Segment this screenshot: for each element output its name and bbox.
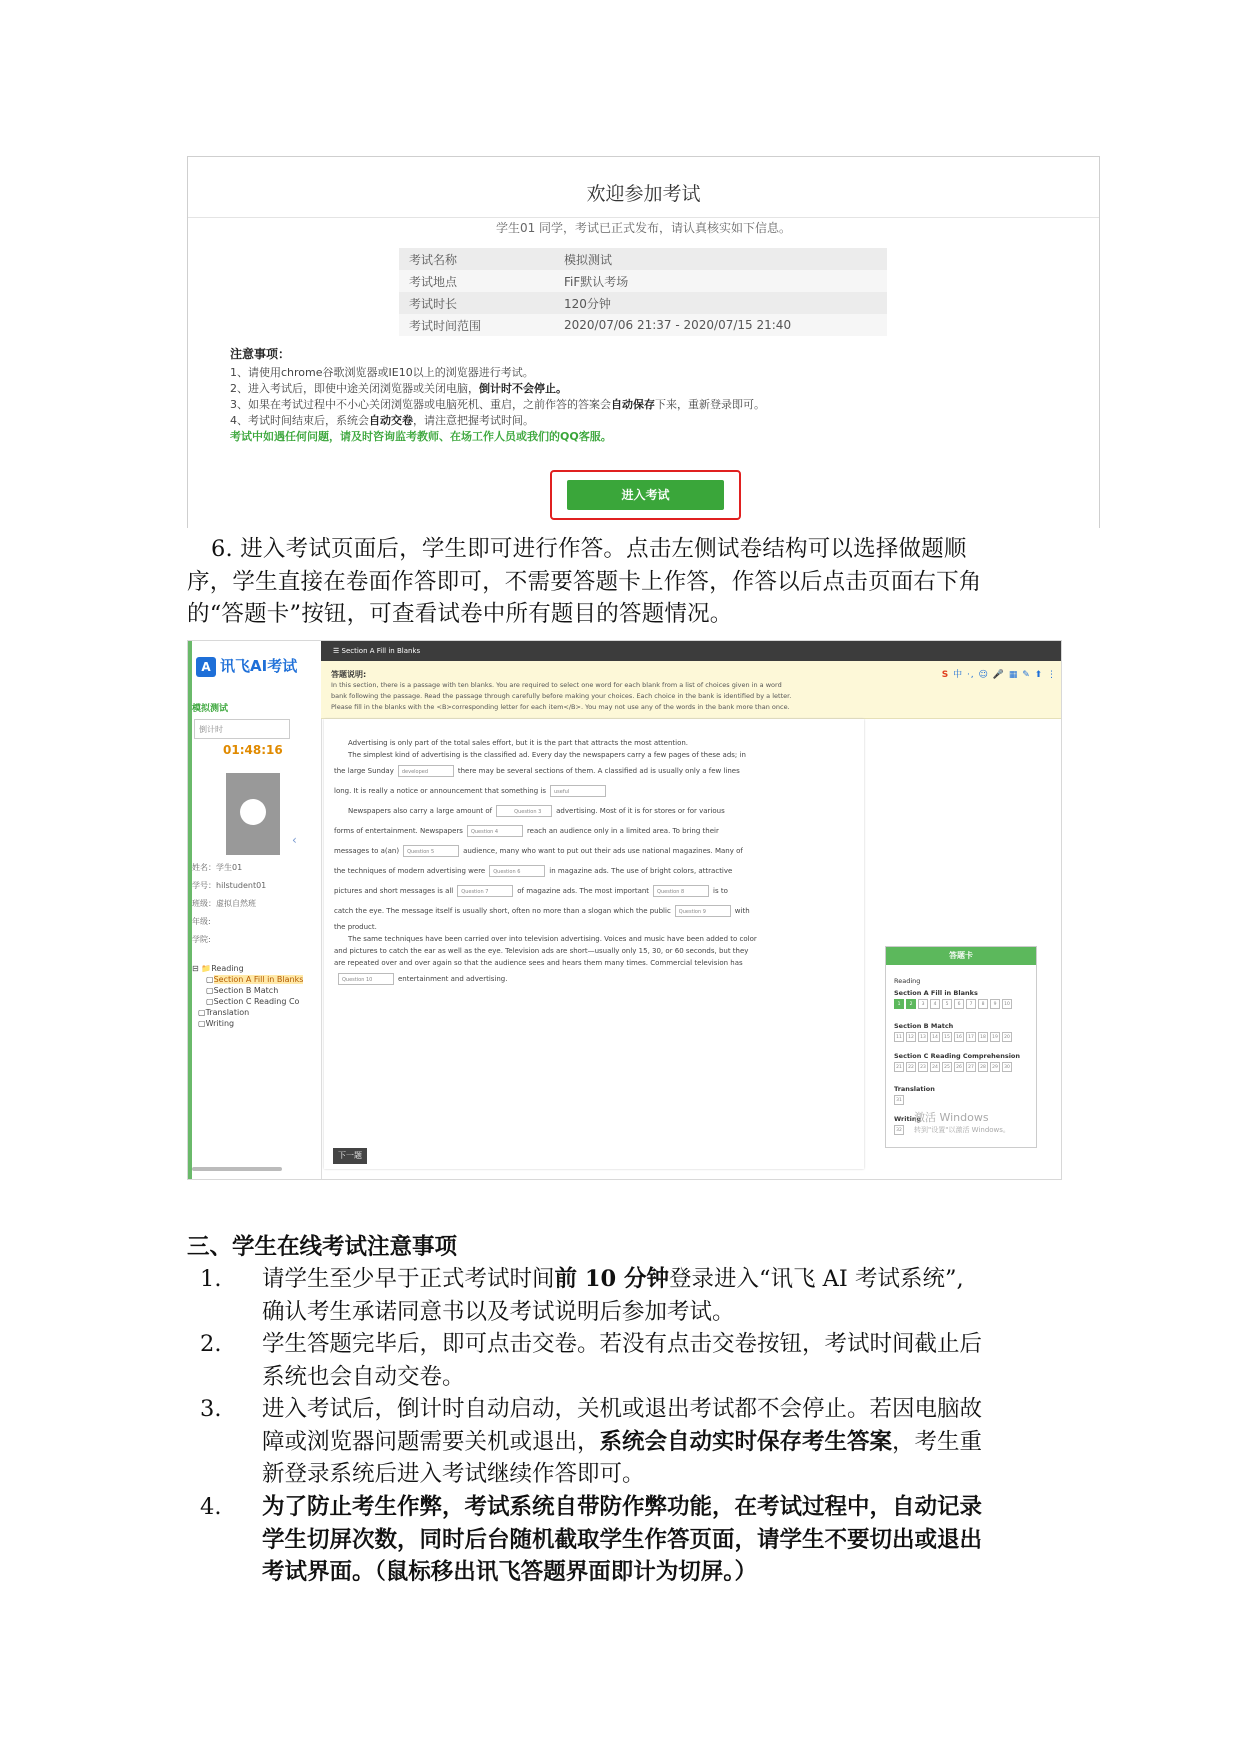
- notice-text: 3、如果在考试过程中不小心关闭浏览器或电脑死机、重启，之前作答的答案会: [230, 398, 611, 411]
- question-number[interactable]: 18: [978, 1032, 988, 1042]
- tree-item-section-a[interactable]: ▢Section A Fill in Blanks: [206, 975, 304, 984]
- info-value: 120分钟: [564, 296, 611, 311]
- question-number[interactable]: 22: [906, 1062, 916, 1072]
- exam-paper: [324, 719, 864, 1169]
- watermark-line: 激活 Windows: [914, 1111, 989, 1124]
- table-row: [399, 292, 887, 314]
- divider: [188, 217, 1099, 218]
- passage-line: are repeated over and over again so that the audience sees and hears them many times. Commercial television has: [334, 959, 743, 967]
- passage-line: [334, 861, 854, 881]
- passage-line: [334, 841, 854, 861]
- item-number: 2.: [200, 1331, 222, 1357]
- item-number: 1.: [200, 1266, 222, 1292]
- notice-list: [230, 365, 765, 445]
- passage-line: [334, 801, 854, 821]
- card-section: Translation: [894, 1085, 935, 1093]
- text: 进入考试后，倒计时自动启动，关机或退出考试都不会停止。若因电脑故: [262, 1396, 983, 1422]
- student-grade: 年级:: [192, 917, 211, 926]
- passage-line: [334, 781, 854, 801]
- countdown-timer: [194, 719, 290, 757]
- question-number[interactable]: 19: [990, 1032, 1000, 1042]
- para-line: 序，学生直接在卷面作答即可，不需要答题卡上作答，作答以后点击页面右下角: [187, 568, 982, 595]
- notice-text: 4、考试时间结束后，系统会: [230, 414, 369, 427]
- question-number[interactable]: 16: [954, 1032, 964, 1042]
- paper-structure-tree: [192, 963, 303, 1029]
- passage-line: The simplest kind of advertising is the classified ad. Every day the newspapers carry a few pages of these ads; in: [348, 751, 746, 759]
- bold-text: 学生切屏次数，同时后台随机截取学生作答页面，请学生不要切出或退出: [262, 1526, 983, 1553]
- blank-input[interactable]: Question 3: [496, 805, 552, 817]
- question-number[interactable]: 20: [1002, 1032, 1012, 1042]
- question-number[interactable]: 6: [954, 999, 964, 1009]
- blank-input[interactable]: useful: [550, 785, 606, 797]
- sidebar: [188, 641, 322, 1179]
- tree-label: Section A Fill in Blanks: [213, 975, 304, 984]
- passage-text: audience, many who want to put out their ads use national magazines. Many of: [463, 847, 743, 855]
- passage-text: there may be several sections of them. A classified ad is usually only a few lines: [457, 767, 740, 775]
- card-section: Section B Match: [894, 1022, 954, 1030]
- passage-line: [334, 969, 854, 989]
- table-row: [399, 270, 887, 292]
- notice-text: 下来，重新登录即可。: [655, 398, 765, 411]
- question-number[interactable]: 24: [930, 1062, 940, 1072]
- notice-bold: 自动保存: [611, 398, 655, 411]
- student-college: 学院:: [192, 935, 211, 944]
- blank-input[interactable]: Question 5: [403, 845, 459, 857]
- ime-toolbar[interactable]: [942, 667, 1057, 680]
- passage-text: reach an audience only in a limited area. To bring their: [526, 827, 719, 835]
- item-text: [262, 1491, 1060, 1589]
- question-number[interactable]: 9: [990, 999, 1000, 1009]
- passage-text: pictures and short messages is all: [334, 887, 454, 895]
- question-number[interactable]: 11: [894, 1032, 904, 1042]
- blank-input[interactable]: Question 4: [467, 825, 523, 837]
- notice-bold: 倒计时不会停止。: [479, 382, 567, 395]
- highlight-frame: [550, 470, 741, 520]
- passage-line: [334, 881, 854, 901]
- info-value: FiF默认考场: [564, 274, 629, 289]
- passage-text: entertainment and advertising.: [398, 975, 508, 983]
- question-number[interactable]: 15: [942, 1032, 952, 1042]
- question-number[interactable]: 21: [894, 1062, 904, 1072]
- question-number[interactable]: 32: [894, 1125, 904, 1135]
- blank-input[interactable]: Question 7: [457, 885, 513, 897]
- question-number[interactable]: 27: [966, 1062, 976, 1072]
- card-row: [894, 1125, 906, 1135]
- tree-label: Section C Reading Co: [213, 997, 300, 1006]
- topbar-title: Section A Fill in Blanks: [341, 647, 421, 655]
- section-heading: 三、学生在线考试注意事项: [187, 1234, 458, 1260]
- notice-4: [230, 413, 765, 429]
- horizontal-scrollbar[interactable]: [192, 1167, 282, 1171]
- tree-item-section-b[interactable]: ▢Section B Match: [206, 986, 279, 995]
- bold-text: 为了防止考生作弊，考试系统自带防作弊功能，在考试过程中，自动记录: [262, 1494, 983, 1520]
- text: 请学生至少早于正式考试时间: [262, 1266, 555, 1292]
- passage-text: is to: [713, 887, 728, 895]
- info-value: 2020/07/06 21:37 - 2020/07/15 21:40: [564, 318, 792, 332]
- passage-text: the techniques of modern advertising were: [334, 867, 486, 875]
- toolbar-icons: 中 ·, ☺ 🎤 ▦ ✎ ⬆ ⋮: [953, 670, 1057, 680]
- passage-text: the large Sunday: [334, 767, 394, 775]
- bold-text: 前 10 分钟: [554, 1266, 669, 1292]
- collapse-chevron-icon[interactable]: ‹: [292, 833, 297, 847]
- passage-text: forms of entertainment. Newspapers: [334, 827, 463, 835]
- passage-text: in magazine ads. The use of bright colors, attractive: [549, 867, 733, 875]
- exam-name: 模拟测试: [192, 704, 229, 714]
- question-number[interactable]: 1: [894, 999, 904, 1009]
- info-key: 考试名称: [409, 252, 458, 267]
- sogou-icon: S: [941, 670, 950, 680]
- question-number[interactable]: 28: [978, 1062, 988, 1072]
- question-number[interactable]: 5: [942, 999, 952, 1009]
- card-row: [894, 1032, 1014, 1042]
- text: 登录进入“讯飞 AI 考试系统”,: [669, 1266, 964, 1292]
- card-row: [894, 1062, 1014, 1072]
- table-row: [399, 314, 887, 336]
- blank-input[interactable]: developed: [398, 765, 454, 777]
- text: 确认考生承诺同意书以及考试说明后参加考试。: [262, 1298, 735, 1325]
- text: 障或浏览器问题需要关机或退出，: [262, 1428, 600, 1455]
- passage-text: Newspapers also carry a large amount of: [348, 807, 493, 815]
- question-number[interactable]: 30: [1002, 1062, 1012, 1072]
- notice-green: 考试中如遇任何问题，请及时咨询监考教师、在场工作人员或我们的QQ客服。: [230, 430, 612, 443]
- passage-text: advertising. Most of it is for stores or for various: [556, 807, 725, 815]
- info-key: 考试地点: [409, 274, 458, 289]
- list-item: [200, 1393, 1060, 1491]
- question-number[interactable]: 7: [966, 999, 976, 1009]
- item-number: 4.: [200, 1494, 222, 1520]
- table-row: [399, 248, 887, 270]
- passage-text: of magazine ads. The most important: [517, 887, 650, 895]
- student-info: [192, 859, 266, 949]
- text: 系统也会自动交卷。: [262, 1363, 465, 1390]
- tree-label: Section B Match: [213, 986, 279, 995]
- question-number[interactable]: 12: [906, 1032, 916, 1042]
- passage-text: messages to a(an): [334, 847, 400, 855]
- tree-item-reading[interactable]: ⊟ 📁Reading: [192, 964, 244, 973]
- card-row: [894, 999, 1014, 1009]
- blank-input[interactable]: Question 8: [653, 885, 709, 897]
- passage-text: long. It is really a notice or announcement that something is: [334, 787, 546, 795]
- blank-input[interactable]: Question 6: [489, 865, 545, 877]
- instructions-title: 答题说明:: [331, 670, 367, 679]
- enter-exam-button[interactable]: 进入考试: [567, 480, 724, 510]
- question-number[interactable]: 14: [930, 1032, 940, 1042]
- watermark-line: 转到"设置"以激活 Windows。: [914, 1126, 1010, 1134]
- logo: [196, 655, 297, 677]
- section-topbar: ☰ Section A Fill in Blanks: [321, 641, 1061, 661]
- passage-text: with: [734, 907, 750, 915]
- question-number[interactable]: 25: [942, 1062, 952, 1072]
- item-number: 3.: [200, 1396, 222, 1422]
- notice-text: ，请注意把握考试时间。: [413, 414, 534, 427]
- tree-label: Translation: [205, 1008, 250, 1017]
- paragraph-6: [187, 533, 1057, 631]
- welcome-screenshot: [187, 156, 1100, 528]
- text: ，考生重: [892, 1428, 983, 1455]
- notice-bold: 自动交卷: [369, 414, 413, 427]
- passage-line: the product.: [334, 923, 377, 931]
- exam-info-table: [399, 248, 887, 336]
- passage-line: and pictures to catch the ear as well as the eye. Television ads are short—usually only 15, 30, or 60 seconds, but they: [334, 947, 749, 955]
- text: 学生答题完毕后，即可点击交卷。若没有点击交卷按钮，考试时间截止后: [262, 1331, 983, 1357]
- notice-text: 2、进入考试后，即使中途关闭浏览器或关闭电脑，: [230, 382, 479, 395]
- windows-watermark: [914, 1111, 1010, 1137]
- question-number[interactable]: 13: [918, 1032, 928, 1042]
- notice-2: [230, 381, 765, 397]
- timer-label: 倒计时: [199, 725, 223, 734]
- welcome-subtitle: 学生01 同学，考试已正式发布，请认真核实如下信息。: [495, 221, 792, 235]
- info-value: 模拟测试: [564, 252, 613, 267]
- item-text: [262, 1263, 1060, 1328]
- info-key: 考试时长: [409, 296, 458, 311]
- notice-3: [230, 397, 765, 413]
- notice-title: 注意事项：: [230, 347, 291, 361]
- list-item: [200, 1263, 1060, 1328]
- question-number[interactable]: 29: [990, 1062, 1000, 1072]
- passage-line: [334, 821, 854, 841]
- notice-1: 1、请使用chrome谷歌浏览器或IE10以上的浏览器进行考试。: [230, 366, 534, 379]
- item-text: [262, 1328, 1060, 1393]
- question-number[interactable]: 3: [918, 999, 928, 1009]
- next-question-button[interactable]: 下一题: [333, 1148, 367, 1164]
- passage-line: Advertising is only part of the total sales effort, but it is the part that attracts the most attention.: [348, 739, 689, 747]
- exam-screenshot: [187, 640, 1062, 1180]
- text: 新登录系统后进入考试继续作答即可。: [262, 1461, 645, 1487]
- passage-line: [334, 901, 854, 921]
- instructions-line: Please fill in the blanks with the <B>corresponding letter for each item</B>. You may not use any of the words in the bank more than once.: [331, 703, 790, 711]
- card-section: Writing: [894, 1115, 922, 1123]
- tree-label: Writing: [205, 1019, 235, 1028]
- tree-item-writing[interactable]: ▢Writing: [198, 1019, 235, 1028]
- blank-input[interactable]: Question 10: [338, 973, 394, 985]
- answer-card-title[interactable]: 答题卡: [886, 947, 1036, 965]
- para-line: 的“答题卡”按钮，可查看试卷中所有题目的答题情况。: [187, 601, 733, 627]
- student-class: 班级：虚拟自然班: [192, 899, 256, 908]
- blank-input[interactable]: Question 9: [675, 905, 731, 917]
- passage-line: The same techniques have been carried over into television advertising. Voices and music have been added to color: [348, 935, 757, 943]
- timer-value: 01:48:16: [223, 743, 283, 757]
- welcome-title: 欢迎参加考试: [586, 183, 701, 205]
- tree-item-translation[interactable]: ▢Translation: [198, 1008, 250, 1017]
- student-id: 学号：hilstudent01: [192, 881, 267, 890]
- info-key: 考试时间范围: [409, 318, 482, 333]
- card-section: Reading: [894, 977, 921, 985]
- avatar: [226, 773, 280, 855]
- student-name: 姓名：学生01: [192, 863, 243, 872]
- list-item: [200, 1328, 1060, 1393]
- bold-text: 系统会自动实时保存考生答案: [599, 1428, 893, 1455]
- question-number[interactable]: 8: [978, 999, 988, 1009]
- passage-text: catch the eye. The message itself is usually short, often no more than a slogan which the public: [334, 907, 671, 915]
- question-number[interactable]: 2: [906, 999, 916, 1009]
- question-number[interactable]: 31: [894, 1095, 904, 1105]
- item-text: [262, 1393, 1060, 1491]
- question-number[interactable]: 23: [918, 1062, 928, 1072]
- passage-line: [334, 761, 854, 781]
- logo-text: 讯飞AI考试: [220, 657, 298, 675]
- question-number[interactable]: 26: [954, 1062, 964, 1072]
- question-number[interactable]: 17: [966, 1032, 976, 1042]
- avatar-placeholder-icon: [240, 799, 266, 825]
- para-line: 6. 进入考试页面后，学生即可进行作答。点击左侧试卷结构可以选择做题顺: [211, 536, 967, 562]
- bold-text: 考试界面。（鼠标移出讯飞答题界面即计为切屏。）: [262, 1559, 758, 1585]
- question-number[interactable]: 10: [1002, 999, 1012, 1009]
- tree-item-section-c[interactable]: ▢Section C Reading Co: [206, 997, 300, 1006]
- instructions-line: bank following the passage. Read the passage through carefully before making your choices. Each choice in the bank is identified by a letter.: [331, 692, 792, 700]
- card-row: [894, 1095, 906, 1105]
- instructions-line: In this section, there is a passage with ten blanks. You are required to select one word for each blank from a list of choices given in a word: [331, 681, 782, 689]
- question-number[interactable]: 4: [930, 999, 940, 1009]
- list-item: [200, 1491, 1060, 1589]
- card-section: Section C Reading Comprehension: [894, 1052, 1021, 1060]
- card-section: Section A Fill in Blanks: [894, 989, 978, 997]
- logo-icon: A: [196, 657, 216, 677]
